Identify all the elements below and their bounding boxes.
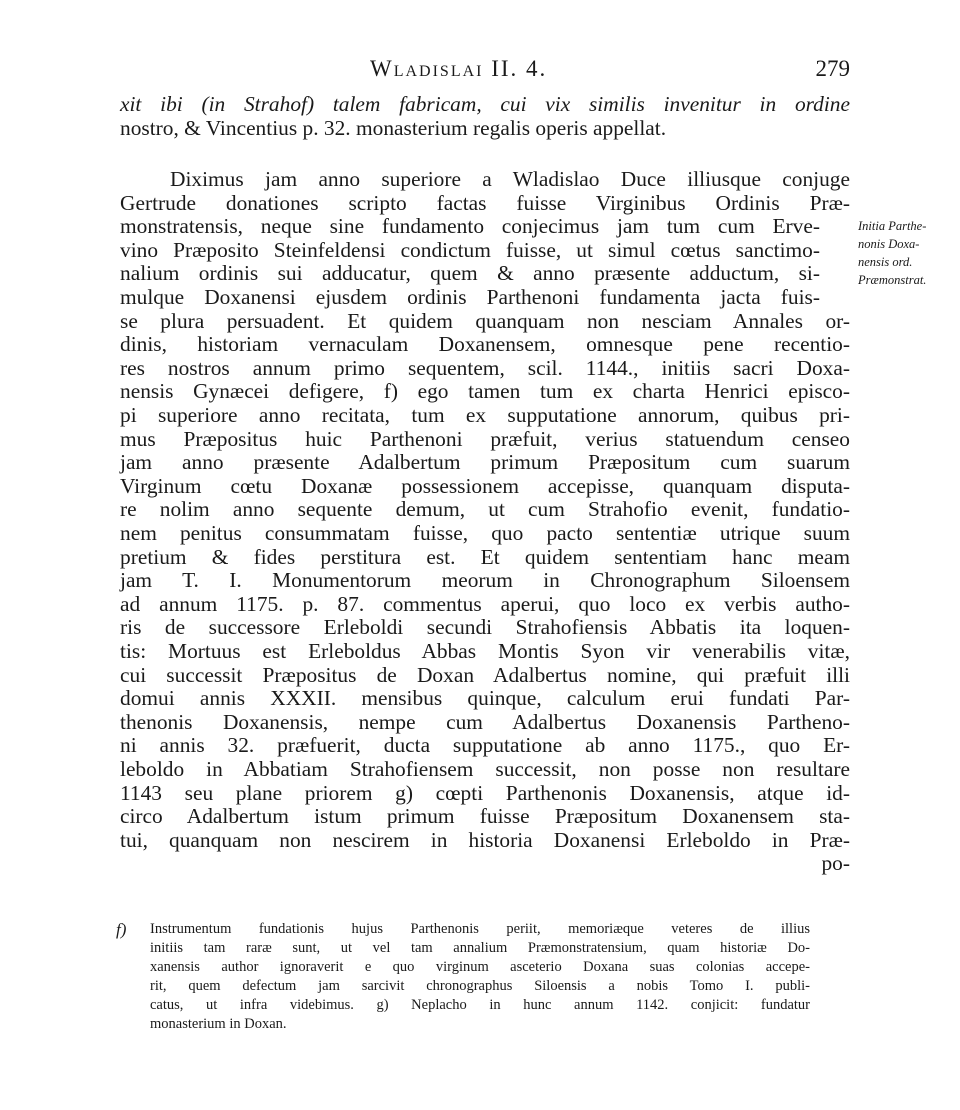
paragraph-line: nensis Gynæcei defigere, f) ego tamen tum ex charta Henrici episco- xyxy=(120,379,850,404)
paragraph-line: cui successit Præpositus de Doxan Adalbertus nomine, qui præfuit illi xyxy=(120,662,850,687)
paragraph-line: dinis, historiam vernaculam Doxanensem, omnesque pene recentio- xyxy=(120,332,850,357)
paragraph-line: ni annis 32. præfuerit, ducta supputatione ab anno 1175., quo Er- xyxy=(120,733,850,758)
paragraph-line: 1143 seu plane priorem g) cœpti Parthenonis Doxanensis, atque id- xyxy=(120,780,850,805)
paragraph-line: tis: Mortuus est Erleboldus Abbas Montis Syon vir venerabilis vitæ, xyxy=(120,639,850,663)
footnote-line: initiis tam raræ sunt, ut vel tam annalium Præmonstratensium, quam historiæ Do- xyxy=(150,940,810,956)
footnote-line: rit, quem defectum jam sarcivit chronographus Siloensis a nobis Tomo I. publi- xyxy=(150,978,810,994)
footnote-mark: f) xyxy=(116,920,127,939)
page-header xyxy=(120,56,850,86)
footnote-line: monasterium in Doxan. xyxy=(150,1016,287,1032)
paragraph-line: thenonis Doxanensis, nempe cum Adalbertus Doxanensis Partheno- xyxy=(120,709,850,734)
paragraph-line: re nolim anno sequente demum, ut cum Strahofio evenit, fundatio- xyxy=(120,497,850,522)
paragraph-line: vino Præposito Steinfeldensi condictum fuisse, ut simul cœtus sanctimo- xyxy=(120,237,820,262)
paragraph-line: res nostros annum primo sequentem, scil. 1144., initiis sacri Doxa- xyxy=(120,355,850,380)
page-number: 279 xyxy=(815,56,850,81)
intro-line: xit ibi (in Strahof) talem fabricam, cui vix similis invenitur in ordine xyxy=(120,92,850,116)
paragraph-line: pi superiore anno recitata, tum ex supputatione annorum, quibus pri- xyxy=(120,403,850,427)
paragraph-line: tui, quanquam non nescirem in historia Doxanensi Erleboldo in Præ- xyxy=(120,827,850,852)
paragraph-line: jam T. I. Monumentorum meorum in Chronographum Siloensem xyxy=(120,568,850,593)
paragraph-line: po- xyxy=(821,851,850,876)
paragraph-line: Virginum cœtu Doxanæ possessionem accepisse, quanquam disputa- xyxy=(120,473,850,498)
paragraph-line: Diximus jam anno superiore a Wladislao Duce illiusque conjuge xyxy=(170,167,850,191)
footnote-line: xanensis author ignoraverit e quo virginum asceterio Doxana suas colonias accepe- xyxy=(150,959,810,975)
paragraph-line: nem penitus consummatam fuisse, quo pacto sententiæ utrique suum xyxy=(120,521,850,545)
footnote-line: catus, ut infra videbimus. g) Neplacho in hunc annum 1142. conjicit: fundatur xyxy=(150,997,810,1013)
paragraph-line: circo Adalbertum istum primum fuisse Præpositum Doxanensem sta- xyxy=(120,804,850,829)
margin-note-line: nonis Doxa- xyxy=(858,237,920,251)
paragraph-line: se plura persuadent. Et quidem quanquam non nesciam Annales or- xyxy=(120,308,850,333)
paragraph-line: Gertrude donationes scripto factas fuisse Virginibus Ordinis Præ- xyxy=(120,190,850,215)
footnote-line: Instrumentum fundationis hujus Parthenonis periit, memoriæque veteres de illius xyxy=(150,921,810,937)
paragraph-line: domui annis XXXII. mensibus quinque, calculum erui fundati Par- xyxy=(120,686,850,711)
paragraph-line: ris de successore Erleboldi secundi Strahofiensis Abbatis ita loquen- xyxy=(120,615,850,640)
paragraph-line: pretium & fides perstitura est. Et quidem sententiam hanc meam xyxy=(120,544,850,569)
running-head: Wladislai II. 4. xyxy=(370,56,548,81)
paragraph-line: nalium ordinis sui adducatur, quem & anno præsente adductum, si- xyxy=(120,261,820,286)
margin-note-line: nensis ord. xyxy=(858,255,913,269)
paragraph-line: leboldo in Abbatiam Strahofiensem successit, non posse non resultare xyxy=(120,757,850,781)
paragraph-line: jam anno præsente Adalbertum primum Præpositum cum suarum xyxy=(120,450,850,475)
paragraph-line: mulque Doxanensi ejusdem ordinis Parthenoni fundamenta jacta fuis- xyxy=(120,285,820,309)
paragraph-line: ad annum 1175. p. 87. commentus aperui, quo loco ex verbis autho- xyxy=(120,591,850,616)
paragraph-line: mus Præpositus huic Parthenoni præfuit, verius statuendum censeo xyxy=(120,426,850,451)
paragraph-line: monstratensis, neque sine fundamento conjecimus jam tum cum Erve- xyxy=(120,214,820,239)
intro-line: nostro, & Vincentius p. 32. monasterium regalis operis appellat. xyxy=(120,116,667,140)
margin-note-line: Præmonstrat. xyxy=(858,273,927,287)
margin-note-line: Initia Parthe- xyxy=(858,219,927,233)
